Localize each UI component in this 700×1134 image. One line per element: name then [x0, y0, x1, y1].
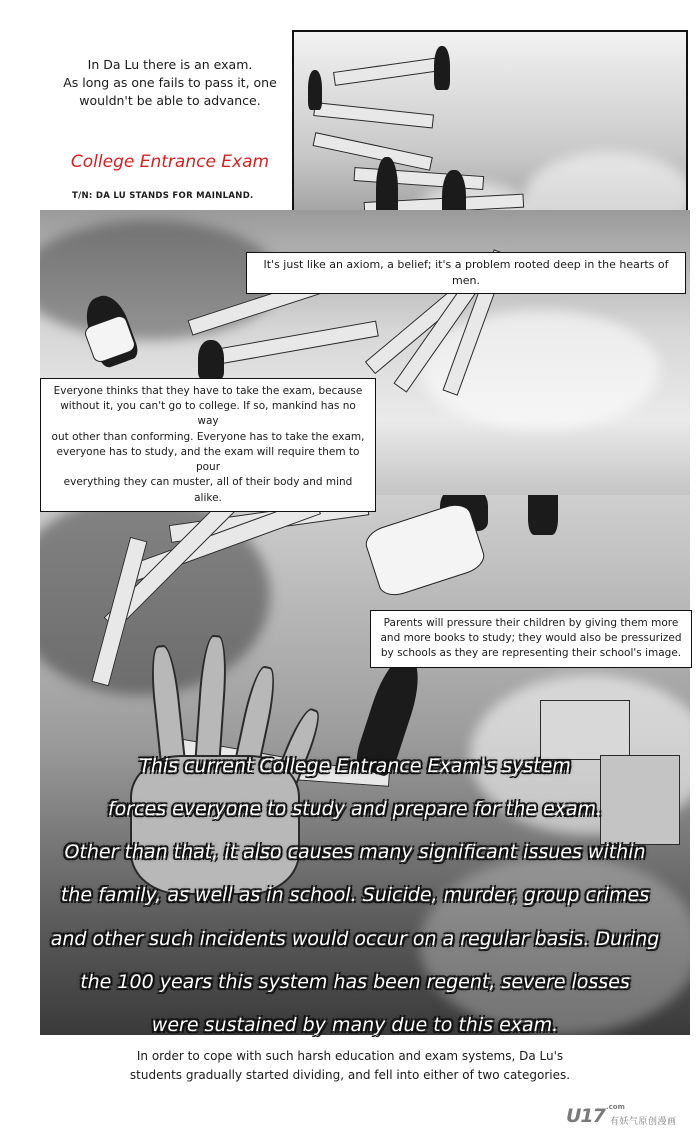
narration-line: were sustained by many due to this exam. — [151, 1013, 559, 1036]
exam-system-narration — [40, 745, 670, 1047]
everyone-caption-line: everything they can muster, all of their body and mind alike. — [63, 476, 353, 504]
closing-caption-line: students gradually started dividing, and fell into either of two categories. — [129, 1068, 571, 1083]
u17-logo-mark: U17 — [566, 1105, 605, 1127]
student-figure — [308, 70, 322, 110]
narration-line: the family, as well as in school. Suicide, murder, group crimes — [60, 884, 650, 907]
narration-line: the 100 years this system has been regent, severe losses — [80, 970, 630, 993]
student-figure — [434, 46, 450, 90]
everyone-caption-line: without it, you can't go to college. If so, mankind has no way — [60, 400, 356, 428]
falling-student-figure — [198, 340, 224, 380]
u17-logo-tagline: 有妖气原创漫画 — [610, 1117, 677, 1127]
college-entrance-exam-title: College Entrance Exam — [70, 152, 270, 172]
everyone-caption — [40, 378, 376, 512]
everyone-caption-line: Everyone thinks that they have to take the exam, because — [53, 385, 363, 397]
everyone-caption-line: out other than conforming. Everyone has to take the exam, — [51, 430, 365, 443]
parents-caption-line: by schools as they are representing their school's image. — [380, 647, 682, 660]
narration-line: This current College Entrance Exam's system — [139, 755, 571, 777]
u17-logo-domain: .com — [606, 1103, 625, 1111]
intro-caption-line: As long as one fails to pass it, one — [63, 75, 277, 91]
closing-caption — [70, 1047, 630, 1085]
narration-line: and other such incidents would occur on a regular basis. During — [50, 927, 660, 950]
translator-note: T/N: DA LU STANDS FOR MAINLAND. — [72, 191, 254, 201]
closing-caption-line: In order to cope with such harsh education and exam systems, Da Lu's — [136, 1049, 564, 1063]
u17-logo — [566, 1105, 686, 1129]
parents-caption-line: and more books to study; they would also be pressurized — [380, 632, 682, 645]
narration-line: forces everyone to study and prepare for the exam. — [107, 798, 603, 821]
axiom-caption: It's just like an axiom, a belief; it's a problem rooted deep in the hearts of men. — [246, 252, 686, 294]
girl-figure — [528, 495, 558, 535]
intro-caption-line: In Da Lu there is an exam. — [87, 57, 253, 72]
narration-line: Other than that, it also causes many significant issues within — [64, 841, 646, 864]
intro-caption — [40, 50, 300, 112]
parents-caption — [370, 610, 692, 668]
intro-caption-line: wouldn't be able to advance. — [79, 93, 261, 109]
everyone-caption-line: everyone has to study, and the exam will require them to pour — [56, 445, 360, 474]
parents-caption-line: Parents will pressure their children by giving them more — [383, 617, 679, 629]
